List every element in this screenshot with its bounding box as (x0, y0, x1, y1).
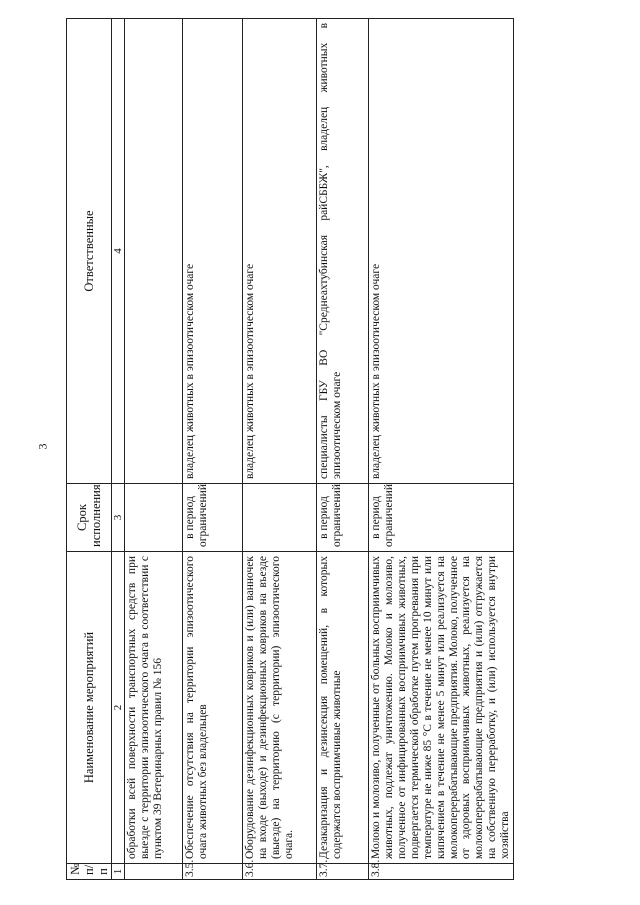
row-term (243, 484, 317, 552)
column-number: 2 (112, 552, 125, 864)
header-measures: Наименование мероприятий (67, 552, 112, 864)
header-responsible: Ответственные (67, 19, 112, 484)
table-row (183, 19, 243, 880)
header-term: Срок исполнения (67, 484, 112, 552)
table-row (317, 19, 369, 880)
table-row (369, 19, 514, 880)
row-measure: Обеспечение отсутствия на территории эпизоотического очага животных без владельцев (183, 552, 243, 864)
row-responsible: владелец животных в эпизоотическом очаге (183, 19, 243, 484)
row-term: в период ограничений (317, 484, 369, 552)
row-responsible: владелец животных в эпизоотическом очаге (243, 19, 317, 484)
measures-table (66, 18, 514, 880)
row-measure: Оборудование дезинфекционных ковриков и (или) ванночек на входе (выходе) и дезинфекционных ковриков на въезде (выезде) на территорию (с территории) эпизоотического очага. (243, 552, 317, 864)
table-row (243, 19, 317, 880)
row-number: 3.7. (317, 864, 369, 880)
header-num: № п/п (67, 864, 112, 880)
row-measure: обработки всей поверхности транспортных средств при выезде с территории эпизоотического очага в соответствии с пунктом 39 Ветеринарных правил № 156 (125, 552, 183, 864)
row-term: в период ограничений (183, 484, 243, 552)
row-responsible: специалисты ГБУ ВО "Среднеахтубинская райСББЖ", владелец животных в эпизоотическом очаге (317, 19, 369, 484)
page-number: 3 (35, 443, 50, 450)
table-row (125, 19, 183, 880)
row-term: в период ограничений (369, 484, 514, 552)
row-number: 3.8. (369, 864, 514, 880)
column-number: 3 (112, 484, 125, 552)
header-row (67, 19, 112, 880)
row-number: 3.5. (183, 864, 243, 880)
column-number: 1 (112, 864, 125, 880)
row-term (125, 484, 183, 552)
row-responsible: владелец животных в эпизоотическом очаге (369, 19, 514, 484)
row-measure: Дезакаризация и дезинсекция помещений, в которых содержатся восприимчивые животные (317, 552, 369, 864)
row-number: 3.6. (243, 864, 317, 880)
column-number: 4 (112, 19, 125, 484)
rotated-table-wrapper (66, 18, 512, 880)
row-measure: Молоко и молозиво, полученные от больных восприимчивых животных, подлежат уничтожению. Молоко и молозиво, полученное от инфицированных восприимчивых животных, подвергается термической обработке путем прогревания при температуре не ниже 85 °С в течение не менее 10 минут или кипячением в течение не менее 5 минут или реализуется на молокоперерабатывающие предприятия. Молоко, полученное от здоровых восприимчивых животных, реализуется на молокоперерабатывающие предприятия и (или) отгружается на собственную переработку, и (или) используется внутри хозяйства (369, 552, 514, 864)
row-responsible (125, 19, 183, 484)
column-number-row (112, 19, 125, 880)
row-number (125, 864, 183, 880)
